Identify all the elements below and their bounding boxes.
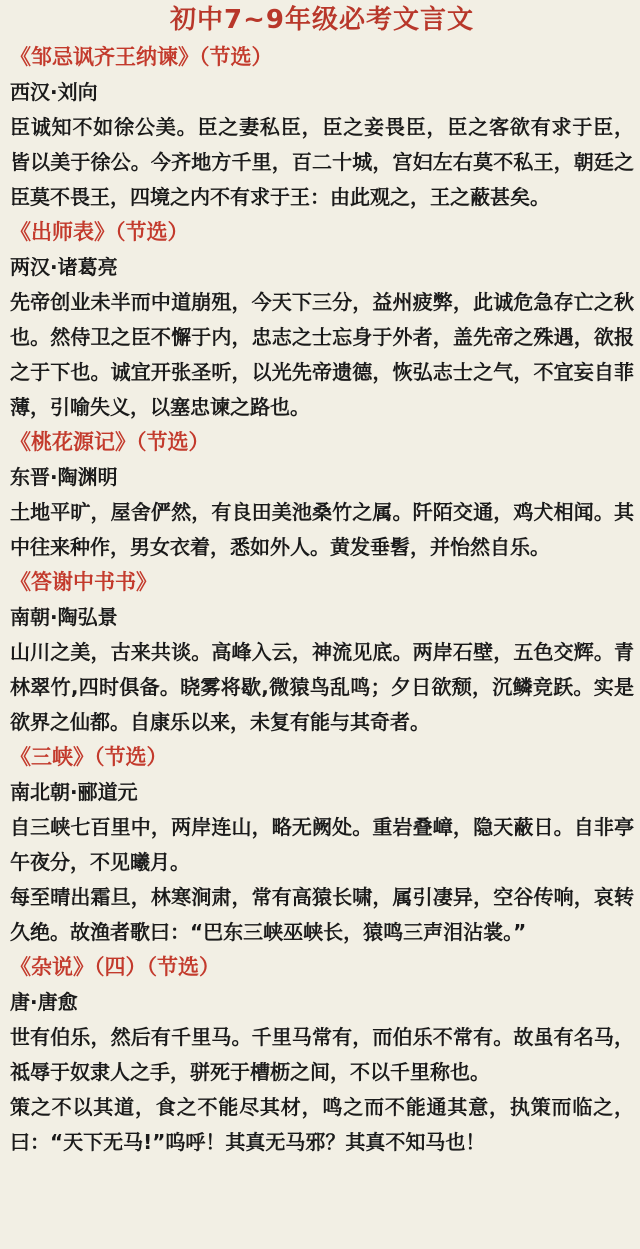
section-author: 唐·唐愈 bbox=[10, 990, 78, 1014]
section-zashuo bbox=[10, 950, 634, 1160]
section-author: 南朝·陶弘景 bbox=[10, 605, 118, 629]
text-line: 皆以美于徐公。今齐地方千里，百二十城，宫妇左右莫不私王，朝廷之 bbox=[10, 150, 634, 174]
text-line: 中往来种作，男女衣着，悉如外人。黄发垂髫，并怡然自乐。 bbox=[10, 535, 550, 559]
text-line: 土地平旷，屋舍俨然，有良田美池桑竹之属。阡陌交通，鸡犬相闻。其 bbox=[10, 500, 634, 524]
text-line: 臣莫不畏王，四境之内不有求于王：由此观之，王之蔽甚矣。 bbox=[10, 185, 550, 209]
section-author: 东晋·陶渊明 bbox=[10, 465, 118, 489]
section-author: 两汉·诸葛亮 bbox=[10, 255, 118, 279]
section-heading: 《答谢中书书》 bbox=[10, 570, 157, 594]
text-line: 策之不以其道，食之不能尽其材，鸣之而不能通其意，执策而临之， bbox=[10, 1095, 634, 1119]
section-daxiezhongshushu bbox=[10, 565, 634, 740]
section-taohuayuanji bbox=[10, 425, 634, 565]
text-line: 山川之美，古来共谈。高峰入云，神流见底。两岸石壁，五色交辉。青 bbox=[10, 640, 634, 664]
text-line: 林翠竹,四时俱备。晓雾将歇,微猿鸟乱鸣；夕日欲颓，沉鳞竞跃。实是 bbox=[10, 675, 634, 699]
text-line: 之于下也。诚宜开张圣听，以光先帝遗德，恢弘志士之气，不宜妄自菲 bbox=[10, 360, 634, 384]
section-author: 南北朝·郦道元 bbox=[10, 780, 138, 804]
section-heading: 《三峡》（节选） bbox=[10, 745, 168, 769]
section-sanxia bbox=[10, 740, 634, 950]
text-line: 曰：“天下无马!”呜呼！其真无马邪？其真不知马也！ bbox=[10, 1130, 486, 1154]
section-heading: 《桃花源记》（节选） bbox=[10, 430, 210, 454]
section-heading: 《出师表》（节选） bbox=[10, 220, 189, 244]
text-line: 久绝。故渔者歌曰：“巴东三峡巫峡长，猿鸣三声泪沾裳。” bbox=[10, 920, 527, 944]
text-line: 祗辱于奴隶人之手，骈死于槽枥之间，不以千里称也。 bbox=[10, 1060, 490, 1084]
section-heading: 《杂说》（四）（节选） bbox=[10, 955, 220, 979]
text-line: 也。然侍卫之臣不懈于内，忠志之士忘身于外者，盖先帝之殊遇，欲报 bbox=[10, 325, 634, 349]
text-line: 先帝创业未半而中道崩殂，今天下三分，益州疲弊，此诚危急存亡之秋 bbox=[10, 290, 634, 314]
text-line: 午夜分，不见曦月。 bbox=[10, 850, 190, 874]
section-zouji bbox=[10, 40, 634, 215]
text-line: 欲界之仙都。自康乐以来，未复有能与其奇者。 bbox=[10, 710, 430, 734]
page-title: 初中7~9年级必考文言文 bbox=[170, 5, 474, 35]
section-author: 西汉·刘向 bbox=[10, 80, 98, 104]
text-line: 每至晴出霜旦，林寒涧肃，常有高猿长啸，属引凄异，空谷传响，哀转 bbox=[10, 885, 634, 909]
text-line: 世有伯乐，然后有千里马。千里马常有，而伯乐不常有。故虽有名马， bbox=[10, 1025, 634, 1049]
section-chushibiao bbox=[10, 215, 634, 425]
section-heading: 《邹忌讽齐王纳谏》（节选） bbox=[10, 45, 273, 69]
text-line: 臣诚知不如徐公美。臣之妻私臣，臣之妾畏臣，臣之客欲有求于臣， bbox=[10, 115, 634, 139]
text-line: 薄，引喻失义，以塞忠谏之路也。 bbox=[10, 395, 310, 419]
text-line: 自三峡七百里中，两岸连山，略无阙处。重岩叠嶂，隐天蔽日。自非亭 bbox=[10, 815, 634, 839]
